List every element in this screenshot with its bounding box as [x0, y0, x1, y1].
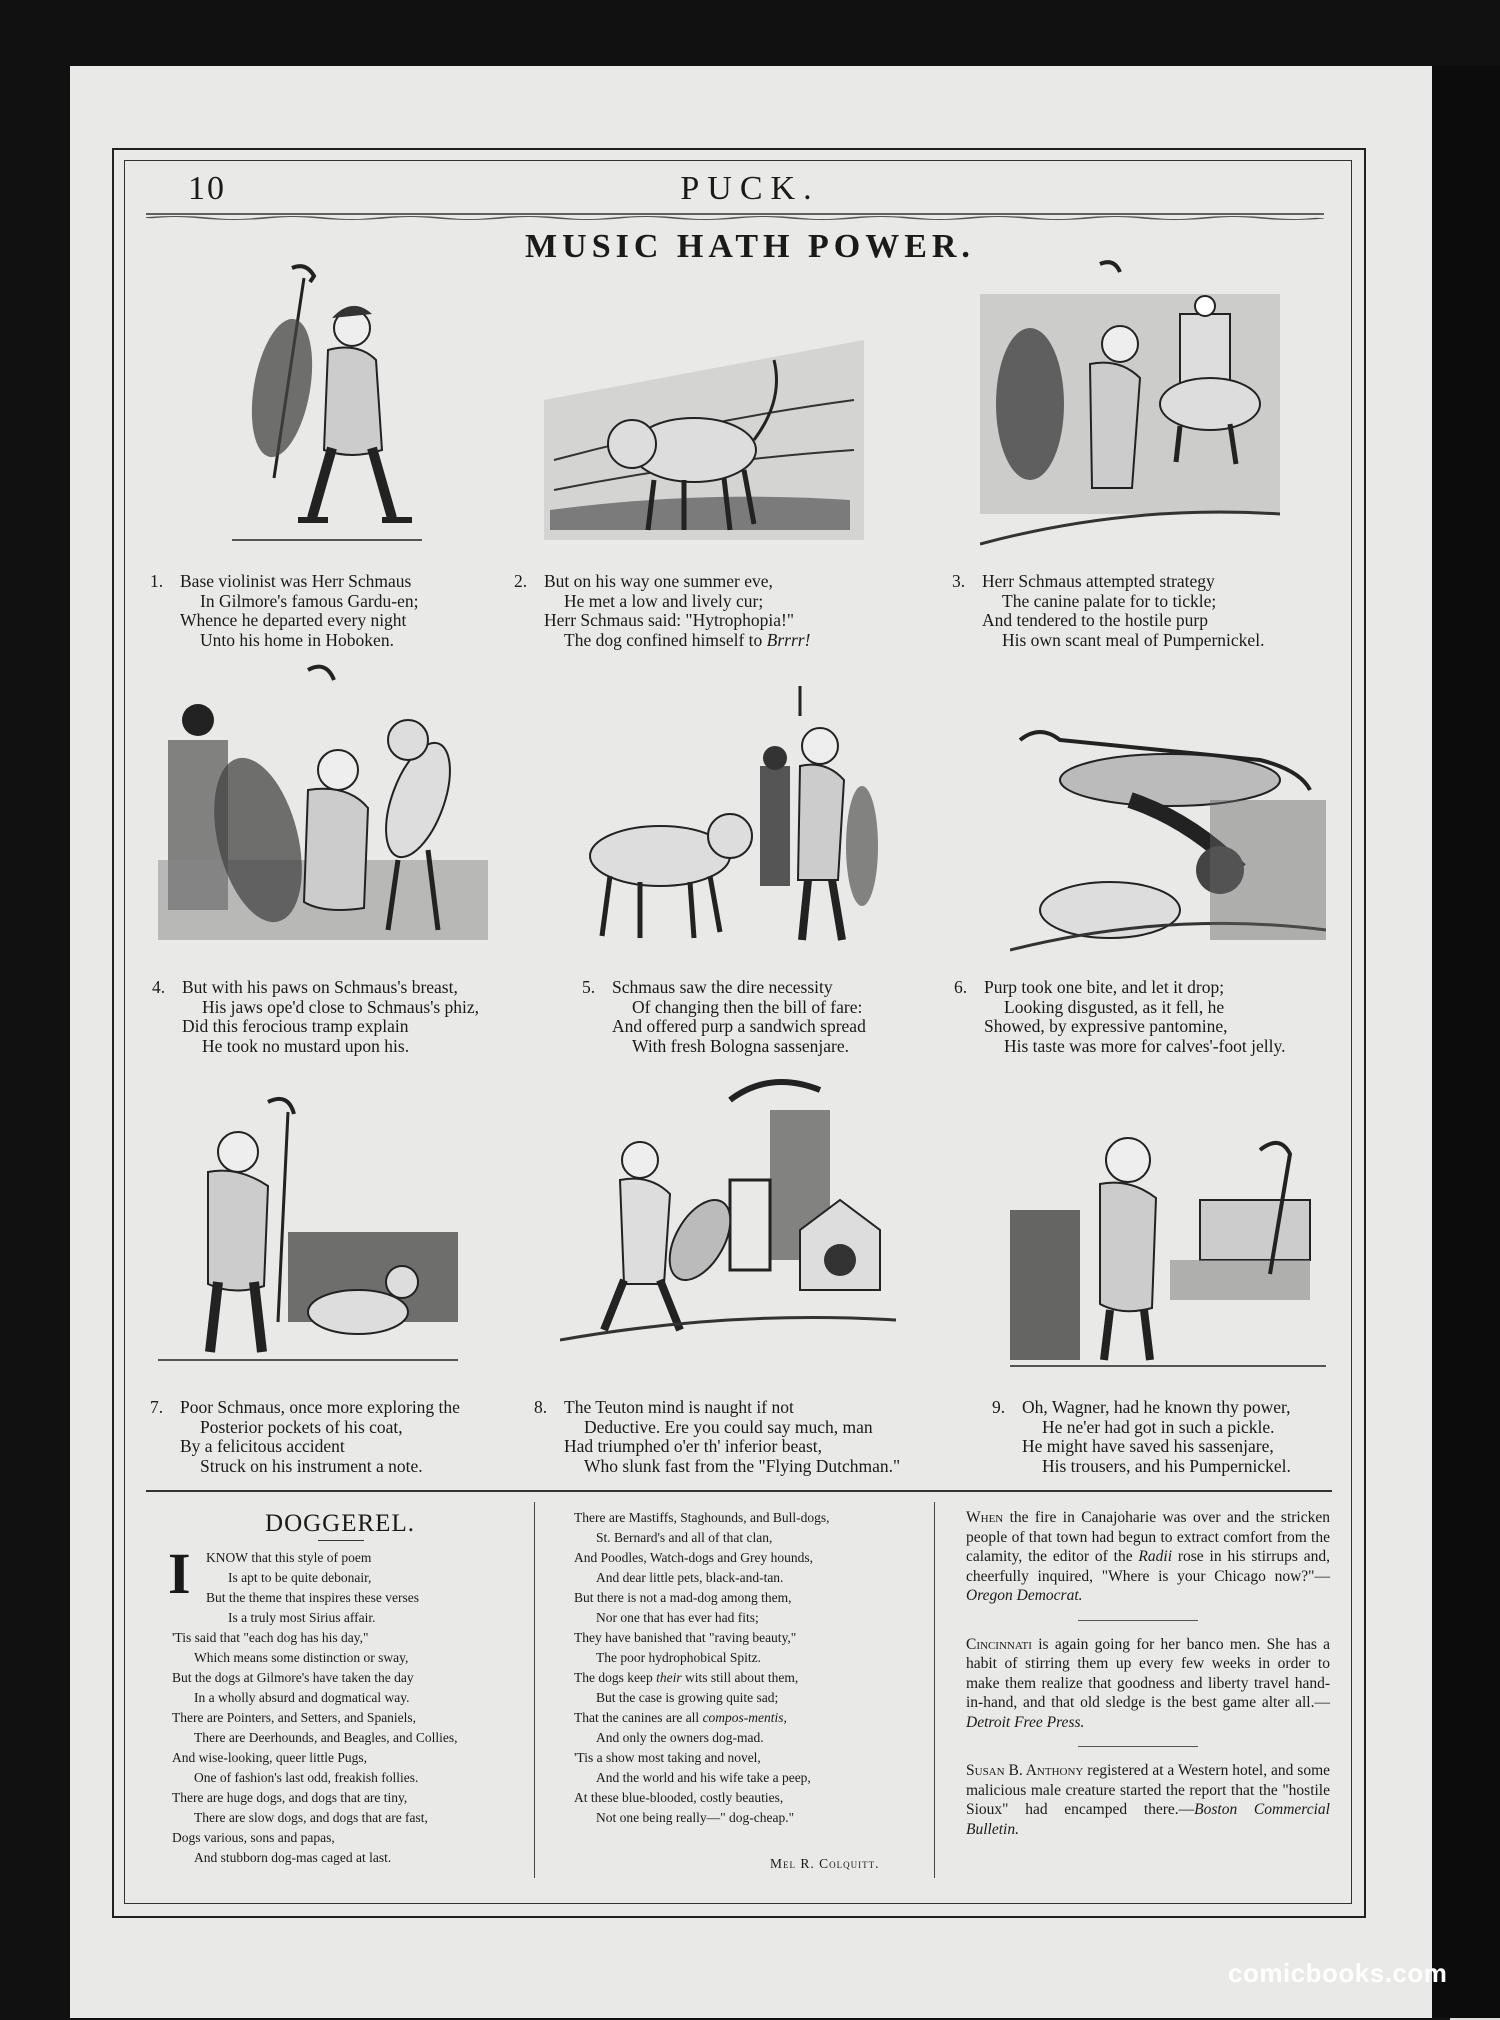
panel-5-illustration — [580, 686, 880, 958]
page-number: 10 — [188, 170, 226, 207]
panel-7-illustration — [158, 1092, 458, 1368]
news-separator — [1078, 1746, 1198, 1747]
verse-5: 5. Schmaus saw the dire necessity Of changing then the bill of fare: And offered purp a sandwich spread With fresh Bologna sassenjare. — [582, 977, 866, 1056]
book-spine — [1432, 66, 1500, 2018]
doggerel-dropcap: I — [168, 1541, 191, 1606]
column-rule-2 — [934, 1502, 935, 1878]
news-item-1: When the fire in Canajoharie was over and the stricken people of that town had begun to extract comfort from the calamity, the editor of the Radii rose in his stirrups and, cheerfully inquired, "Where is your Chicago now?"—Oregon Democrat. — [966, 1509, 1330, 1604]
doggerel-col-2: There are Mastiffs, Staghounds, and Bull-dogs, St. Bernard's and all of that clan, And Poodles, Watch-dogs and Grey hounds, And dear little pets, black-and-tan. But there is not a mad-dog among them, Nor one that has ever had fits; They have banished that "raving beauty," The poor hydrophobical Spitz. The dogs keep their wits still about them, But the case is growing quite sad; That the canines are all compos-mentis, And only the owners dog-mad. 'Tis a show most taking and novel, And the world and his wife take a peep, At these blue-blooded, costly beauties, Not one being really—" dog-cheap." — [574, 1510, 830, 1825]
verse-9: 9. Oh, Wagner, had he known thy power, He ne'er had got in such a pickle. He might have saved his sassenjare, His trousers, and his Pumpernickel. — [992, 1397, 1291, 1476]
panel-9-illustration — [1010, 1110, 1326, 1370]
news-item-3: Susan B. Anthony registered at a Western hotel, and some malicious male creature started the report that the "hostile Sioux" had encamped there.—Boston Commercial Bulletin. — [966, 1762, 1331, 1838]
doggerel-col-1-top: KNOW that this style of poem Is apt to be quite debonair, But the theme that inspires these verses Is a truly most Sirius affair. — [206, 1550, 419, 1625]
doggerel-signature: Mel R. Colquitt. — [770, 1856, 880, 1871]
verse-2: 2. But on his way one summer eve, He met a low and lively cur; Herr Schmaus said: "Hytrophopia!" The dog confined himself to Brrrr! — [514, 571, 811, 650]
panel-8-illustration — [560, 1070, 896, 1360]
news-column — [946, 1508, 1330, 1839]
doggerel-title: DOGGEREL. — [265, 1510, 415, 1537]
doggerel-col-1: 'Tis said that "each dog has his day," Which means some distinction or sway, But the dogs at Gilmore's have taken the day In a wholly absurd and dogmatical way. There are Pointers, and Setters, and Spaniels, There are Deerhounds, and Beagles, and Collies, And wise-looking, queer little Pugs, One of fashion's last odd, freakish follies. There are huge dogs, and dogs that are tiny, There are slow dogs, and dogs that are fast, Dogs various, sons and papas, And stubborn dog-mas caged at last. — [172, 1630, 458, 1865]
header-rule — [146, 212, 1324, 220]
verse-1: 1. Base violinist was Herr Schmaus In Gilmore's famous Gardu-en; Whence he departed every night Unto his home in Hoboken. — [150, 571, 419, 650]
news-separator — [1078, 1620, 1198, 1621]
panel-6-illustration — [1010, 720, 1326, 960]
verse-6: 6. Purp took one bite, and let it drop; Looking disgusted, as it fell, he Showed, by expressive pantomine, His taste was more for calves'-foot jelly. — [954, 977, 1286, 1056]
masthead: PUCK. — [680, 170, 820, 207]
verse-8: 8. The Teuton mind is naught if not Deductive. Ere you could say much, man Had triumphed o'er th' inferior beast, Who slunk fast from the "Flying Dutchman." — [534, 1397, 901, 1476]
cartoon-title: MUSIC HATH POWER. — [525, 228, 975, 265]
verse-7: 7. Poor Schmaus, once more exploring the Posterior pockets of his coat, By a felicitous accident Struck on his instrument a note. — [150, 1397, 460, 1476]
watermark: comicbooks.com — [1228, 1958, 1448, 1988]
panel-3-illustration — [980, 254, 1280, 550]
panel-4-illustration — [158, 660, 488, 960]
panel-1-illustration — [232, 258, 422, 548]
verse-4: 4. But with his paws on Schmaus's breast, His jaws ope'd close to Schmaus's phiz, Did this ferocious tramp explain He took no mustard upon his. — [152, 977, 480, 1056]
doggerel-title-rule — [318, 1540, 364, 1541]
section-rule — [146, 1490, 1332, 1492]
verse-3: 3. Herr Schmaus attempted strategy The canine palate for to tickle; And tendered to the hostile purp His own scant meal of Pumpernickel. — [952, 571, 1265, 650]
panel-2-illustration — [544, 340, 864, 540]
column-rule-1 — [534, 1502, 535, 1878]
news-item-2: Cincinnati is again going for her banco men. She has a habit of stirring them up every few weeks in order to make them realize that goodness and liberty travel hand-in-hand, and that old sledge is the best game alter all.—Detroit Free Press. — [966, 1635, 1330, 1731]
